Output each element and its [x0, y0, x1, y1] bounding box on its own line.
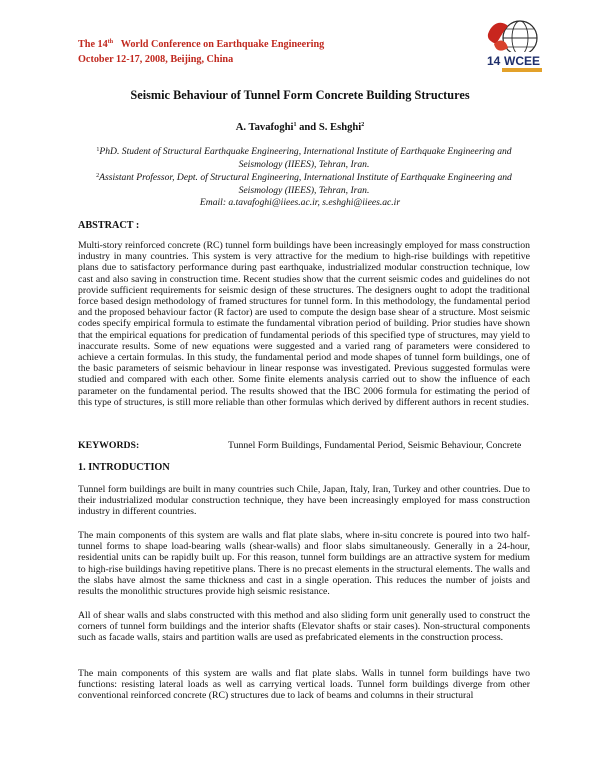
affiliation-2-marker: 2 [96, 173, 100, 179]
affiliation-1-text: PhD. Student of Structural Earthquake Engineering, International Institute of Earthquake Engineering and Seismology (IIEES), Tehran, Iran. [99, 146, 512, 170]
introduction-paragraph: All of shear walls and slabs constructed with this method and also sliding form unit generally used to construct the corners of tunnel form buildings and the interior shafts (Elevator shafts or stair cases). Non-structural components such as facade walls, stairs and partition walls are used as prefabricated elements in the construction process. [78, 610, 530, 644]
conference-ordinal: The 14 [78, 39, 108, 50]
author-1: A. Tavafoghi [235, 122, 294, 133]
wcee-logo [478, 14, 550, 76]
abstract-text: Multi-story reinforced concrete (RC) tunnel form buildings have been increasingly employed for mass construction industry in many countries. This system is very attractive for the medium to high-rise buildings with repetitive plans due to satisfactory performance during past earthquake, industrialized modular construction technique, low cast and also saving in construction time. Recent studies show that the current seismic codes and guidelines do not provide sufficient requirements for seismic design of these structures. The designers ought to adopt the traditional force based design methodology of framed structures for tunnel form. In this methodology, the fundamental period and the proposed behaviour factor (R factor) are used to compute the design base shear of a structure. Most seismic codes specify empirical formula to estimate the fundamental vibration period of building. Prior studies have shown that the empirical equations for predication of fundamental periods of this specified type of structures, may yield to inaccurate results. Some of new equations were suggested and a varied rang of parameters were considered to achieve a certain formulas. In this study, the fundamental period and mode shapes of tunnel form buildings, one of the basic parameters of seismic behaviour in linear response was investigated. Previous suggested formulas were studied and compared with each other. Some finite elements analysis carried out to show the influence of each parameter on the fundamental period. The results showed that the IBC 2006 formula for estimating the period of this type of structures, is still more reliable than other formulas which derived by different authors in recent studies. [78, 240, 530, 408]
introduction-paragraph: The main components of this system are walls and flat plate slabs. Walls in tunnel form buildings have two functions: resisting lateral loads as well as carrying vertical loads. Tunnel form buildings diverge from other conventional reinforced concrete (RC) structures due to lack of beams and columns in their structural [78, 668, 530, 702]
author-2-affiliation-marker: 2 [361, 122, 365, 128]
author-emails: Email: a.tavafoghi@iiees.ac.ir, s.eshghi@iiees.ac.ir [199, 197, 401, 208]
keywords [78, 440, 538, 451]
author-1-affiliation-marker: 1 [293, 122, 297, 128]
affiliation-2-text: Assistant Professor, Dept. of Structural Engineering, International Institute of Earthquake Engineering and Seismology (IIEES), Tehran, Iran. [99, 172, 512, 196]
conference-ordinal-suffix: th [107, 39, 114, 45]
introduction-paragraph: Tunnel form buildings are built in many countries such Chile, Japan, Italy, Iran, Turkey and other countries. Due to their industrialized modular construction technique, they have been increasingly employed for mass construction industry in different countries. [78, 484, 530, 518]
abstract-heading: ABSTRACT : [78, 220, 140, 231]
affiliation-2 [78, 172, 530, 197]
affiliation-1-marker: 1 [96, 147, 100, 153]
introduction-heading: 1. INTRODUCTION [78, 462, 170, 473]
svg-text:WCEE: WCEE [504, 54, 540, 68]
introduction-paragraph: The main components of this system are walls and flat plate slabs, where in-situ concrete is poured into two half-tunnel forms to shape load-bearing walls (shear-walls) and floor slabs simultaneously. Generally in a 24-hour, residential units can be rapidly built up. For this reason, tunnel form buildings are an attractive system for medium to high-rise buildings having repetitive plans. There is no precast elements in the structural elements. The walls and the slabs have almost the same thickness and cast in a single operation. This reduces the number of joists and results the monolithic structures provide high seismic resistance. [78, 530, 530, 598]
author-line [0, 122, 600, 133]
conference-dates: October 12-17, 2008, Beijing, China [78, 54, 234, 65]
keywords-text: Tunnel Form Buildings, Fundamental Period, Seismic Behaviour, Concrete [228, 440, 522, 451]
conference-title: World Conference on Earthquake Engineering [120, 39, 325, 50]
svg-text:14: 14 [487, 54, 501, 68]
author-2: and S. Eshghi [299, 122, 362, 133]
wcee-logo-icon [478, 14, 550, 76]
keywords-label: KEYWORDS: [78, 440, 140, 451]
affiliation-1 [78, 146, 530, 171]
conference-name-line [78, 38, 324, 53]
paper-title: Seismic Behaviour of Tunnel Form Concrete Building Structures [130, 88, 470, 102]
conference-header [78, 38, 324, 66]
